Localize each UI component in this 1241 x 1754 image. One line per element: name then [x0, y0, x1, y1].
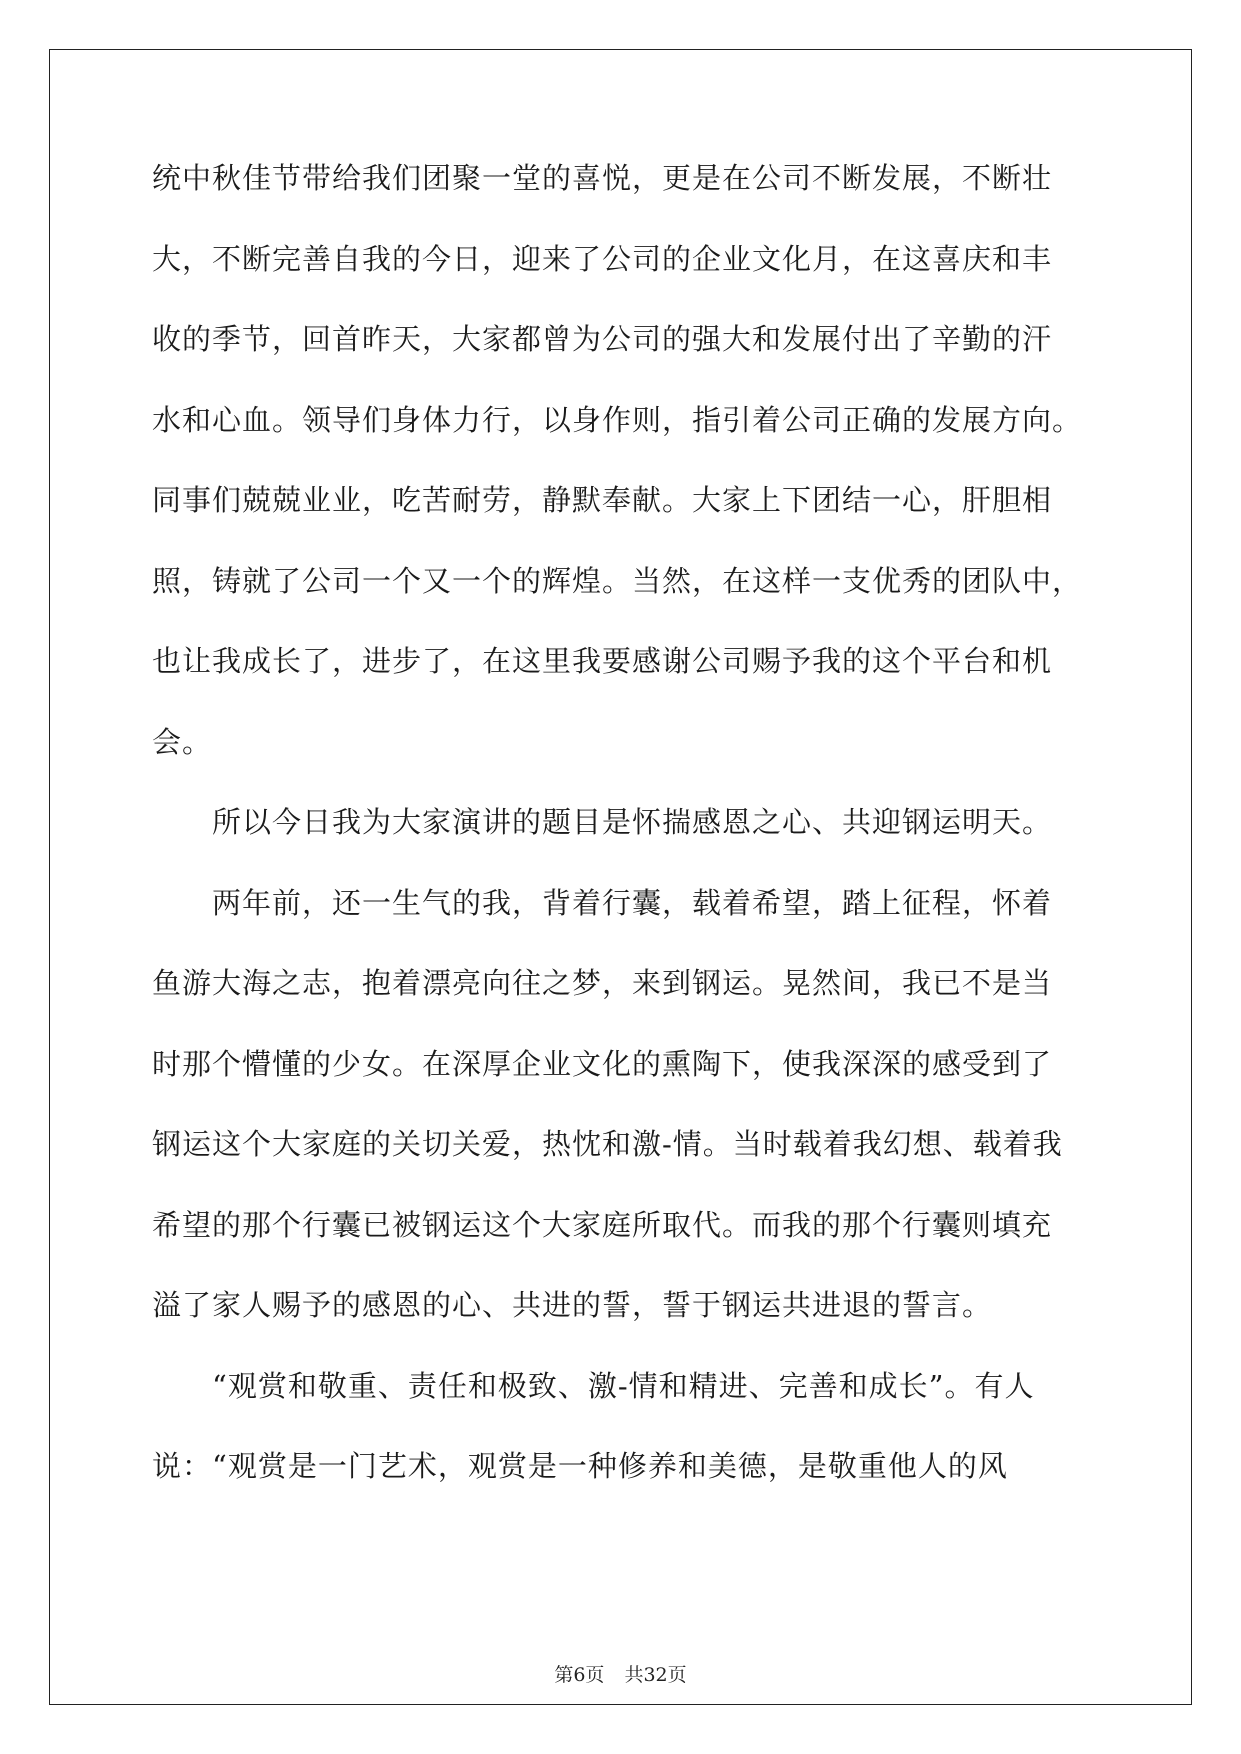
page-total: 共32页	[624, 1664, 687, 1686]
text-line: 水和心血。领导们身体力行，以身作则，指引着公司正确的发展方向。	[152, 402, 1083, 437]
text-line: 同事们兢兢业业，吃苦耐劳，静默奉献。大家上下团结一心，肝胆相	[152, 483, 1053, 517]
text-line: 时那个懵懂的少女。在深厚企业文化的熏陶下，使我深深的感受到了	[152, 1046, 1053, 1081]
text-line: 会。	[152, 724, 213, 759]
text-line: 钢运这个大家庭的关切关爱，热忱和激-情。当时载着我幻想、载着我	[152, 1127, 1063, 1161]
text-line: 照，铸就了公司一个又一个的辉煌。当然，在这样一支优秀的团队中，	[152, 563, 1083, 598]
text-line: 希望的那个行囊已被钢运这个大家庭所取代。而我的那个行囊则填充	[152, 1207, 1053, 1242]
text-line: 两年前，还一生气的我，背着行囊，载着希望，踏上征程，怀着	[152, 885, 1053, 920]
text-line: 也让我成长了，进步了，在这里我要感谢公司赐予我的这个平台和机	[152, 644, 1053, 678]
document-body	[152, 154, 1092, 1523]
page-number: 第6页	[554, 1664, 605, 1686]
text-line: 大，不断完善自我的今日，迎来了公司的企业文化月，在这喜庆和丰	[152, 241, 1053, 276]
page-footer	[0, 1660, 1241, 1687]
text-line: 所以今日我为大家演讲的题目是怀揣感恩之心、共迎钢运明天。	[152, 805, 1053, 839]
text-line: 收的季节，回首昨天，大家都曾为公司的强大和发展付出了辛勤的汗	[152, 322, 1053, 356]
text-line: 说：“观赏是一门艺术，观赏是一种修养和美德，是敬重他人的风	[152, 1449, 1008, 1483]
text-line: 溢了家人赐予的感恩的心、共进的誓，誓于钢运共进退的誓言。	[152, 1288, 993, 1322]
text-line: 鱼游大海之志，抱着漂亮向往之梦，来到钢运。晃然间，我已不是当	[152, 966, 1053, 1000]
text-line: 统中秋佳节带给我们团聚一堂的喜悦，更是在公司不断发展，不断壮	[152, 161, 1053, 195]
text-line: “观赏和敬重、责任和极致、激-情和精进、完善和成长”。有人	[152, 1368, 1035, 1403]
